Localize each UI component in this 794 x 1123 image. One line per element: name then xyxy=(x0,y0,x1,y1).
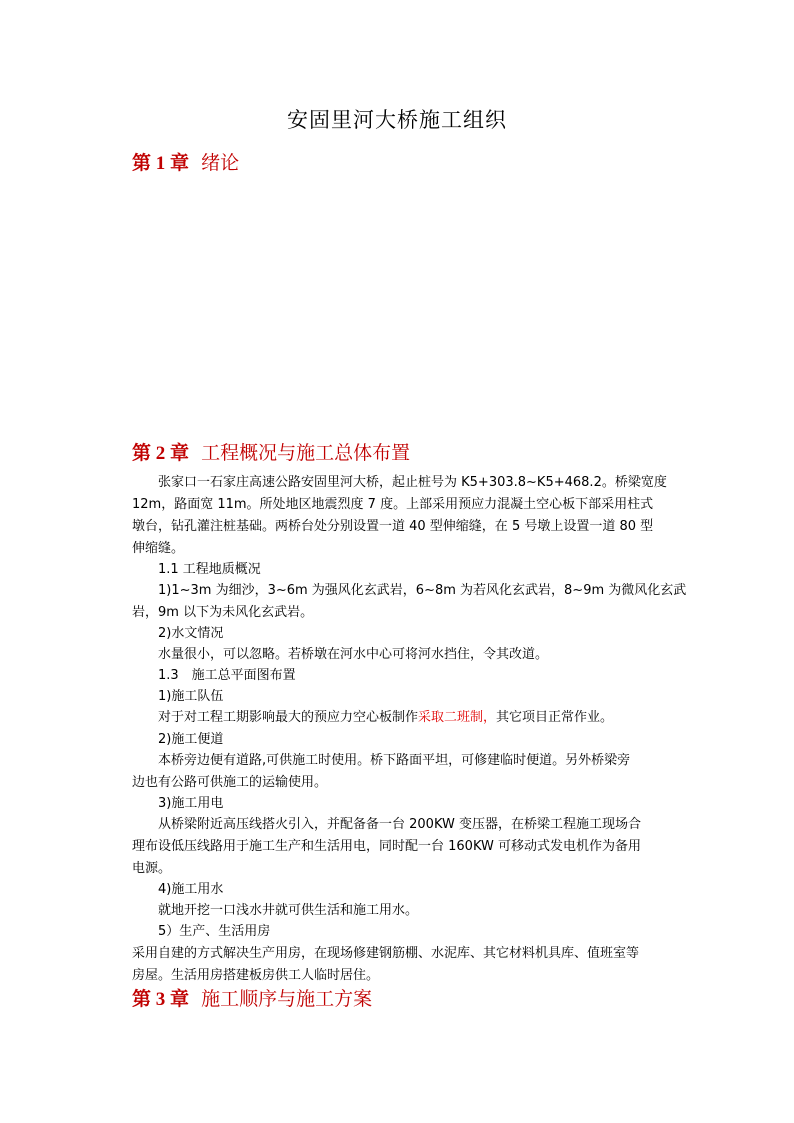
chapter-number: 第 1 章 xyxy=(132,153,190,174)
section-heading: 1.3 施工总平面图布置 xyxy=(158,668,296,683)
paragraph-line: 本桥旁边便有道路,可供施工时使用。桥下路面平坦，可修建临时便道。另外桥梁旁 xyxy=(158,753,631,768)
paragraph-line: 电源。 xyxy=(132,861,172,876)
text-run: 其它项目正常作业。 xyxy=(496,710,614,725)
subheading: 3)施工用电 xyxy=(158,796,224,811)
paragraph-line: 12m，路面宽 11m。所处地区地震烈度 7 度。上部采用预应力混凝土空心板下部采用柱式 xyxy=(132,497,654,512)
paragraph-line: 采用自建的方式解决生产用房，在现场修建钢筋棚、水泥库、其它材料机具库、值班室等 xyxy=(132,946,640,961)
chapter-number: 第 2 章 xyxy=(132,443,190,464)
chapter-title: 工程概况与施工总体布置 xyxy=(201,442,411,464)
text-run: 对于对工程工期影响最大的预应力空心板制作 xyxy=(158,710,419,725)
subheading: 4)施工用水 xyxy=(158,882,224,897)
section-heading: 1.1 工程地质概况 xyxy=(158,562,261,577)
paragraph-line: 墩台，钻孔灌注桩基础。两桥台处分别设置一道 40 型伸缩缝，在 5 号墩上设置一道 80 型 xyxy=(132,519,654,534)
paragraph-line: 岩，9m 以下为未风化玄武岩。 xyxy=(132,605,314,620)
chapter-title: 施工顺序与施工方案 xyxy=(201,988,373,1010)
paragraph-line: 伸缩缝。 xyxy=(132,541,185,556)
subheading: 2)水文情况 xyxy=(158,626,224,641)
page-title: 安固里河大桥施工组织 xyxy=(287,108,507,132)
chapter-3-heading xyxy=(132,984,372,1011)
paragraph-line xyxy=(158,706,613,725)
paragraph-line: 从桥梁附近高压线搭火引入，并配备备一台 200KW 变压器，在桥梁工程施工现场合 xyxy=(158,817,641,832)
subheading: 1)施工队伍 xyxy=(158,689,224,704)
subheading: 5）生产、生活用房 xyxy=(158,924,271,939)
paragraph-line: 水量很小，可以忽略。若桥墩在河水中心可将河水挡住，令其改道。 xyxy=(158,647,549,662)
chapter-1-heading xyxy=(132,148,239,175)
chapter-title: 绪论 xyxy=(201,152,240,174)
paragraph-line: 张家口一石家庄高速公路安固里河大桥，起止桩号为 K5+303.8~K5+468.2。桥梁宽度 xyxy=(158,475,667,490)
subheading: 2)施工便道 xyxy=(158,732,224,747)
paragraph-line: 就地开挖一口浅水井就可供生活和施工用水。 xyxy=(158,903,419,918)
chapter-number: 第 3 章 xyxy=(132,989,190,1010)
paragraph-line: 边也有公路可供施工的运输使用。 xyxy=(132,775,328,790)
paragraph-line: 房屋。生活用房搭建板房供工人临时居住。 xyxy=(132,968,380,983)
paragraph-line: 理布设低压线路用于施工生产和生活用电，同时配一台 160KW 可移动式发电机作为备用 xyxy=(132,839,641,854)
paragraph-line: 1)1~3m 为细沙，3~6m 为强风化玄武岩，6~8m 为若风化玄武岩，8~9m 为微风化玄武 xyxy=(158,583,687,598)
chapter-2-heading xyxy=(132,438,410,465)
highlighted-text: 采取二班制， xyxy=(418,710,497,725)
